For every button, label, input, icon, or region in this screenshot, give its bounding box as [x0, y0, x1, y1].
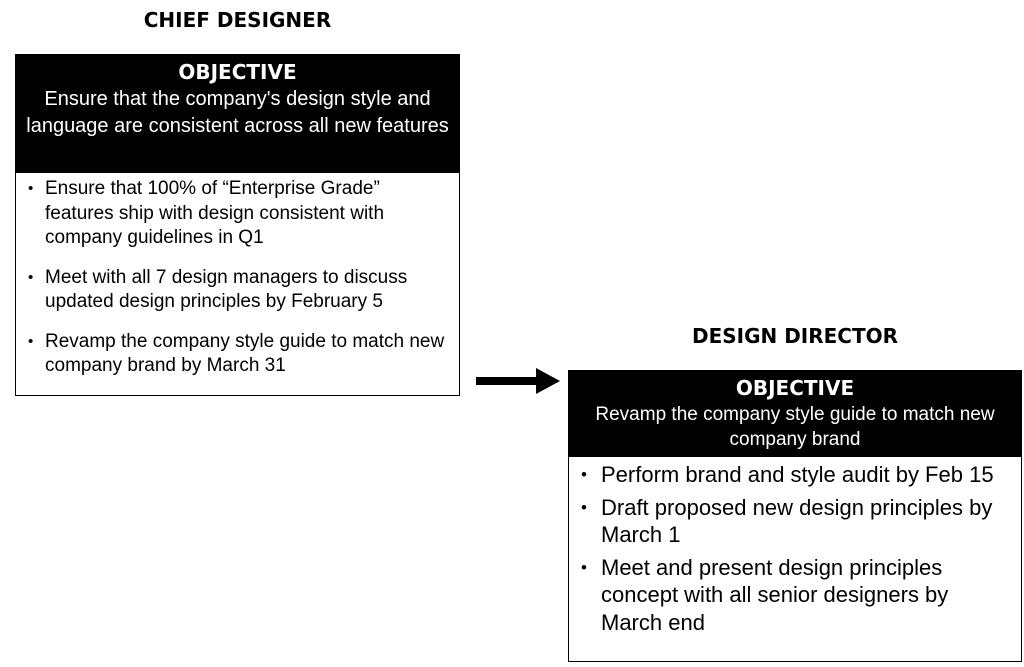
bullet-icon: • [581, 557, 587, 577]
design-director-objective-text: Revamp the company style guide to match new company brand [595, 404, 995, 450]
bullet-icon: • [581, 497, 587, 517]
key-result-text: Draft proposed new design principles by March 1 [601, 494, 993, 547]
bullet-icon: • [581, 465, 587, 484]
key-result-text: Revamp the company style guide to match new company brand by March 31 [45, 330, 445, 376]
key-result-text: Meet and present design principles concept with all senior designers by March end [601, 554, 949, 635]
arrow-right-icon [476, 366, 560, 396]
key-result-item [28, 330, 451, 379]
bullet-icon: • [28, 332, 34, 350]
design-director-key-results [569, 457, 1021, 636]
key-result-text: Ensure that 100% of “Enterprise Grade” features ship with design consistent with company guidelines in Q1 [45, 178, 385, 248]
chief-designer-title: CHIEF DESIGNER [143, 8, 332, 32]
design-director-okr-card [568, 370, 1022, 662]
key-result-item [581, 494, 1013, 549]
chief-designer-key-results [16, 173, 459, 379]
design-director-title: DESIGN DIRECTOR [691, 324, 899, 348]
design-director-objective-header [569, 371, 1021, 457]
key-result-text: Perform brand and style audit by Feb 15 [601, 462, 994, 487]
key-result-item [28, 177, 451, 251]
chief-designer-objective-label: OBJECTIVE [178, 60, 297, 84]
key-result-item [28, 266, 451, 315]
chief-designer-okr-card [15, 54, 460, 396]
chief-designer-objective-text: Ensure that the company's design style and language are consistent across all new features [26, 88, 449, 137]
chief-designer-objective-header [16, 55, 459, 173]
bullet-icon: • [28, 180, 34, 197]
key-result-item [581, 461, 1013, 489]
key-result-item [581, 554, 1013, 637]
bullet-icon: • [28, 268, 34, 286]
key-result-text: Meet with all 7 design managers to discuss updated design principles by February 5 [45, 266, 408, 312]
design-director-objective-label: OBJECTIVE [735, 376, 855, 400]
